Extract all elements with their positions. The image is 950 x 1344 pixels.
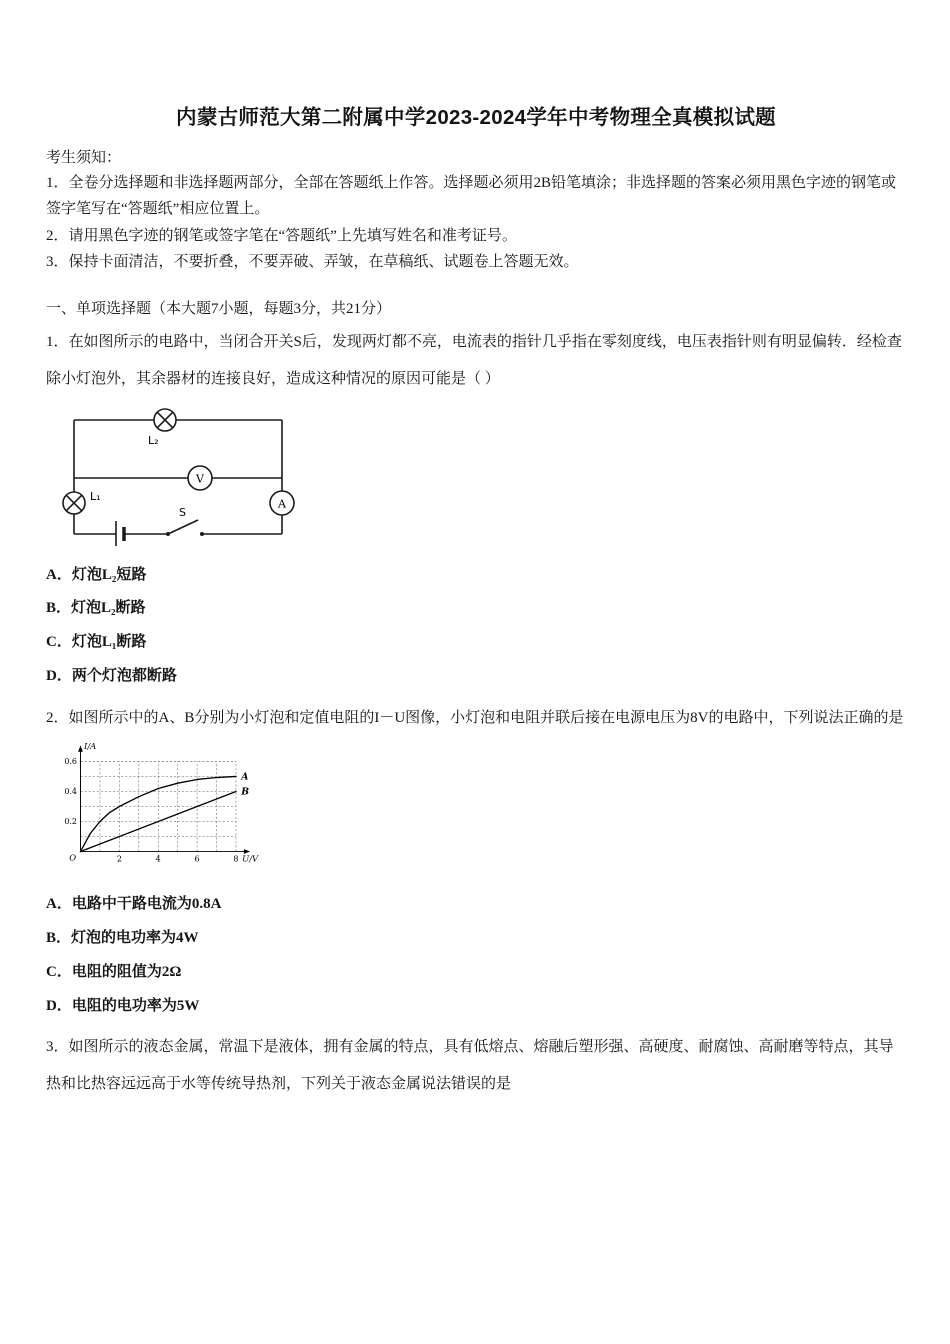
question-1-text: 1．在如图所示的电路中，当闭合开关S后，发现两灯都不亮，电流表的指针几乎指在零刻度线，电压表指针则有明显偏转．经检查除小灯泡外，其余器材的连接良好，造成这种情况的原因可能是（ ） [46, 334, 902, 387]
question-2-option-a: A．电路中干路电流为0.8A [46, 896, 222, 913]
circuit-diagram [60, 406, 300, 546]
notice-line-3: 3．保持卡面清洁，不要折叠，不要弄破、弄皱，在草稿纸、试题卷上答题无效。 [46, 253, 579, 270]
question-2-option-b: B．灯泡的电功率为4W [46, 930, 199, 946]
question-2-options [46, 888, 906, 1023]
exam-title: 内蒙古师范大第二附属中学2023-2024学年中考物理全真模拟试题 [176, 106, 776, 129]
lamp-l2-label: L₂ [148, 433, 159, 447]
question-2-text: 2．如图所示中的A、B分别为小灯泡和定值电阻的I－U图像，小灯泡和电阻并联后接在电源电压为8V的电路中，下列说法正确的是 [46, 709, 904, 726]
svg-text:6: 6 [194, 854, 200, 864]
switch-label: S [179, 505, 186, 519]
svg-text:0.4: 0.4 [64, 787, 77, 797]
question-1-options [46, 559, 906, 694]
svg-text:4: 4 [155, 854, 161, 864]
iu-graph [54, 740, 266, 873]
svg-text:O: O [69, 852, 77, 863]
voltmeter-icon [188, 466, 212, 490]
notice-line-2: 2．请用黑色字迹的钢笔或签字笔在“答题纸”上先填写姓名和准考证号。 [46, 227, 517, 244]
switch-icon [166, 520, 204, 536]
lamp-l2-icon [154, 409, 176, 431]
ammeter-letter: A [278, 497, 286, 510]
svg-text:U/V: U/V [242, 853, 259, 864]
svg-text:I/A: I/A [84, 741, 97, 752]
circuit-wires [74, 420, 282, 534]
lamp-l1-label: L₁ [90, 489, 101, 503]
lamp-l1-icon [63, 492, 85, 514]
question-1-option-b: B．灯泡L₂断路 [46, 600, 146, 617]
svg-text:2: 2 [116, 854, 122, 864]
question-3-text: 3．如图所示的液态金属，常温下是液体，拥有金属的特点，具有低熔点、熔融后塑形强、高硬度、耐腐蚀、高耐磨等特点，其导热和比热容远远高于水等传统导热剂，下列关于液态金属说法错误的是 [46, 1039, 894, 1092]
svg-text:0.6: 0.6 [64, 757, 77, 767]
svg-text:0.2: 0.2 [64, 817, 77, 827]
notice-header: 考生须知： [46, 150, 122, 166]
voltmeter-letter: V [196, 472, 204, 485]
question-1-option-a: A．灯泡L₂短路 [46, 566, 147, 583]
question-1-option-d: D．两个灯泡都断路 [46, 667, 177, 684]
svg-text:B: B [241, 786, 250, 798]
svg-text:8: 8 [233, 854, 239, 864]
battery-icon [116, 521, 124, 546]
notice-line-1: 1．全卷分选择题和非选择题两部分，全部在答题纸上作答。选择题必须用2B铅笔填涂；非选择题的答案必须用黑色字迹的钢笔或签字笔写在“答题纸”相应位置上。 [46, 175, 897, 218]
svg-text:A: A [241, 771, 249, 783]
question-1-option-c: C．灯泡L₁断路 [46, 634, 147, 650]
section-1-heading: 一、单项选择题（本大题7小题，每题3分，共21分） [46, 301, 392, 317]
question-2-option-d: D．电阻的电功率为5W [46, 997, 200, 1014]
question-1-figure [60, 406, 906, 551]
question-2-option-c: C．电阻的阻值为2Ω [46, 963, 182, 980]
question-2-figure [54, 740, 906, 878]
ammeter-icon [270, 491, 294, 515]
